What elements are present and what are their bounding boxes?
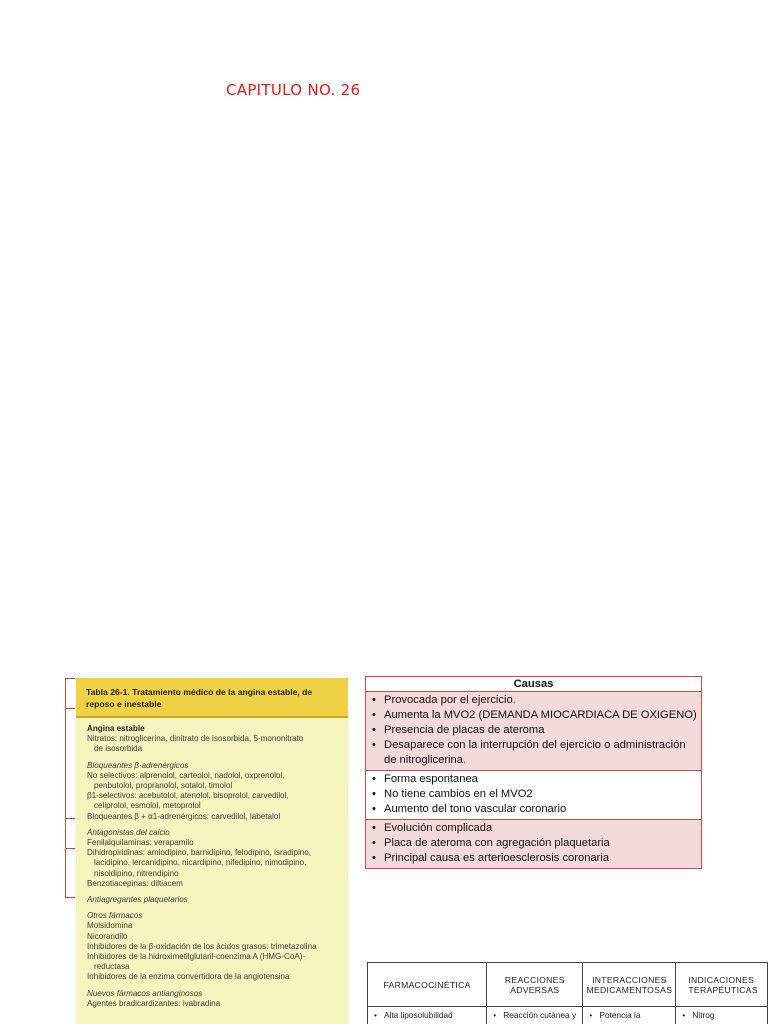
causas-item: • Aumenta la MVO2 (DEMANDA MIOCARDIACA DE OXIGENO)	[370, 708, 697, 723]
causas-group	[366, 692, 701, 770]
header-interacciones: INTERACCIONES MEDICAMENTOSAS	[583, 963, 676, 1007]
causas-groups	[366, 692, 701, 868]
causas-group	[366, 819, 701, 868]
scan-line: Agentes bradicardizantes: ivabradina	[87, 998, 221, 1008]
scan-line: Antiagregantes plaquetarios	[87, 895, 188, 905]
cell-indicaciones: • Nitrog	[676, 1007, 768, 1024]
scan-line: No selectivos: alprenolol, carteolol, nadolol, oxprenolol,	[87, 770, 285, 780]
cell-interacciones: • Potencia la	[583, 1007, 676, 1024]
header-indicaciones: INDICACIONES TERAPÉUTICAS	[676, 963, 768, 1007]
causas-title: Causas	[366, 677, 701, 692]
causas-list	[370, 693, 697, 768]
causas-item: • Aumento del tono vascular coronario	[370, 802, 697, 817]
header-reacciones-adversas: REACCIONES ADVERSAS	[487, 963, 583, 1007]
scan-table-title: Tabla 26-1. Tratamiento médico de la angina estable, de reposo e inestable	[86, 687, 313, 709]
causas-group	[366, 770, 701, 819]
scan-line: Inhibidores de la β-oxidación de los ácidos grasos: trimetazolina	[87, 941, 317, 951]
causas-item: • Provocada por el ejercicio.	[370, 693, 697, 708]
scan-line: Antagonistas del calcio	[87, 827, 170, 837]
causas-item: • Placa de ateroma con agregación plaquetaria	[370, 836, 697, 851]
scan-line: Dihidropiridinas: amlodipino, barnidipino, felodipino, isradipino,	[87, 848, 312, 858]
scan-line: Inhibidores de la enzima convertidora de la angiotensina	[87, 972, 290, 982]
scan-line: Nuevos fármacos antianginosos	[87, 988, 203, 998]
red-bracket-marks	[63, 678, 77, 898]
scan-line: Nitratos: nitroglicerina, dinitrato de isosorbida, 5-mononitrato	[87, 734, 304, 744]
scanned-drug-table-image	[76, 678, 348, 1024]
cell-reacciones: • Reacción cutánea y	[487, 1007, 583, 1024]
scan-line: Benzotiacepinas: diltiacem	[87, 878, 183, 888]
scan-line: nisoldipino, nitrendipino	[94, 868, 179, 878]
scan-line: penbutolol, propranolol, sotalol, timolol	[94, 781, 233, 791]
causas-item: • Forma espontanea	[370, 772, 697, 787]
causas-table	[365, 676, 702, 869]
scan-line: reductasa	[94, 962, 130, 972]
scan-line: β1-selectivos: acebutolol, atenolol, bisoprolol, carvedilol,	[87, 791, 289, 801]
scan-line: lacidipino, lercanidipino, nicardipino, nifedipino, nimodipino,	[94, 858, 307, 868]
causas-item: • No tiene cambios en el MVO2	[370, 787, 697, 802]
scan-line: Fenilalquilaminas: verapamilo	[87, 838, 194, 848]
scan-table-body	[76, 718, 348, 1009]
scan-line: Otros fármacos	[87, 911, 143, 921]
scan-line: Bloqueantes β + α1-adrenérgicos: carvedilol, labetalol	[87, 811, 281, 821]
scan-line: de isosorbida	[94, 744, 143, 754]
causas-item: • Desaparece con la interrupción del ejercicio o administración de nitroglicerina.	[370, 738, 697, 768]
header-farmacocinetica: FARMACOCINÉTICA	[368, 963, 487, 1007]
causas-list	[370, 772, 697, 817]
causas-list	[370, 821, 697, 866]
scan-line: Molsidomina	[87, 921, 133, 931]
cell-farmacocinetica: • Alta liposolubilidad	[368, 1007, 487, 1024]
scan-line: Bloqueantes β-adrenérgicos	[87, 760, 189, 770]
chapter-title: CAPITULO NO. 26	[226, 81, 361, 99]
scan-table-header	[76, 678, 348, 718]
causas-item: • Presencia de placas de ateroma	[370, 723, 697, 738]
pharmacology-table-wrap	[367, 962, 768, 1024]
scan-line: Inhibidores de la hidroximetilglutaril-coenzima A (HMG-CoA)-	[87, 952, 306, 962]
causas-item: • Principal causa es arterioesclerosis coronaria	[370, 851, 697, 866]
scan-line: Nicorandilo	[87, 931, 128, 941]
scan-line: celiprolol, esmolol, metoprolol	[94, 801, 201, 811]
pharmacology-table	[367, 962, 768, 1024]
scan-line: Angina estable	[87, 724, 145, 733]
causas-item: • Evolución complicada	[370, 821, 697, 836]
